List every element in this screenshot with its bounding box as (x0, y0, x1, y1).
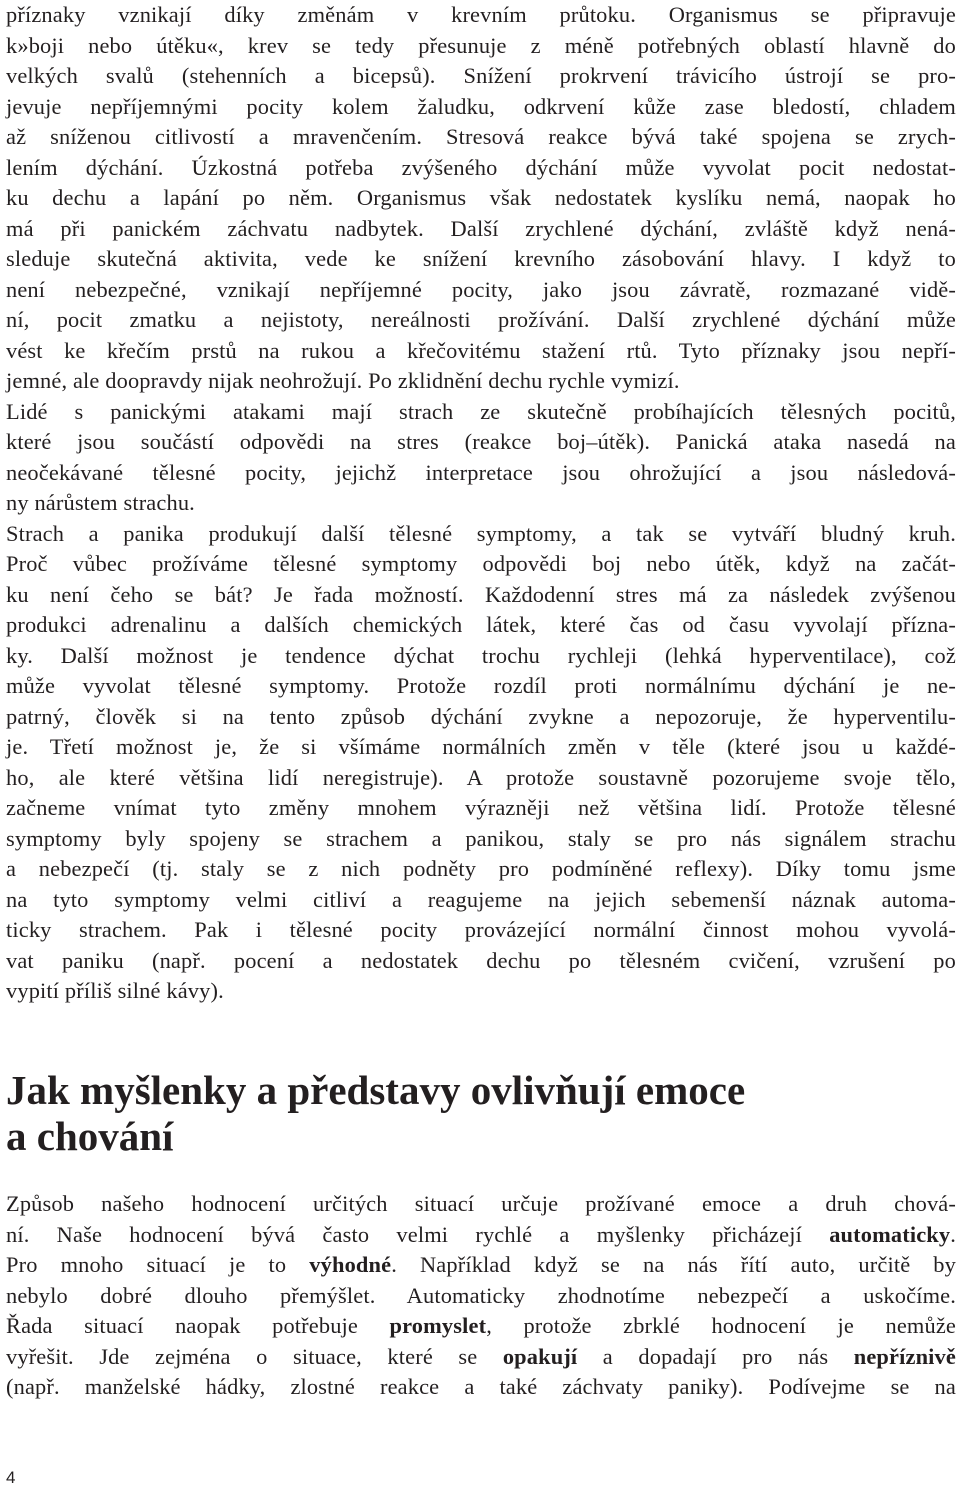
text-line: Lidé s panickými atakami mají strach ze skutečně probíhajících tělesných pocitů, (6, 398, 956, 424)
text-line (6, 1250, 956, 1281)
text-run: Pro mnoho situací je to (6, 1252, 310, 1277)
text-line (6, 1311, 956, 1342)
text-line: vat paniku (např. pocení a nedostatek dechu po tělesném cvičení, vzrušení po (6, 947, 956, 973)
text-line: k»boji nebo útěku«, krev se tedy přesunuje z méně potřebných oblastí hlavně do (6, 32, 956, 58)
emphasis-text: opakují (502, 1343, 578, 1369)
text-line: (např. manželské hádky, zlostné reakce a také záchvaty paniky). Podívejme se na (6, 1374, 956, 1399)
text-line: ku není čeho se bát? Je řada možností. Každodenní stres má za následek zvýšenou (6, 581, 956, 607)
text-line: produkci adrenalinu a dalších chemických látek, které čas od času vyvolají přízna- (6, 612, 956, 637)
emphasis-text: nepříznivě (853, 1343, 956, 1369)
text-line: ku dechu a lapání po něm. Organismus však nedostatek kyslíku nemá, naopak ho (6, 185, 956, 210)
text-line: ho, ale které většina lidí neregistruje). A protože soustavně pozorujeme svoje tělo, (6, 764, 956, 790)
text-run: a dopadají pro nás (577, 1343, 854, 1369)
text-run: . Například když se na nás řítí auto, určitě by (391, 1252, 956, 1277)
text-line: jemné, ale doopravdy nijak neohrožují. Po zklidnění dechu rychle vymizí. (6, 368, 680, 393)
text-run: Řada situací naopak potřebuje (6, 1313, 390, 1338)
section-heading (6, 1067, 956, 1159)
text-run: . (950, 1221, 956, 1247)
text-line: může vyvolat tělesné symptomy. Protože rozdíl proti normálnímu dýchání je ne- (6, 673, 956, 698)
text-run: vyřešit. Jde zejména o situace, které se (6, 1343, 503, 1369)
text-line: patrný, člověk si na tento způsob dýchání zvykne a nepozoruje, že hyperventilu- (6, 703, 956, 729)
text-line: neočekávané tělesné pocity, jejichž interpretace jsou ohrožující a jsou následová- (6, 459, 956, 485)
text-line: ní, pocit zmatku a nejistoty, nereálnosti prožívání. Další zrychlené dýchání může (6, 307, 956, 332)
text-line: velkých svalů (stehenních a bicepsů). Snížení prokrvení trávicího ústrojí se pro- (6, 63, 956, 88)
text-line (6, 1220, 956, 1251)
text-line: Proč vůbec prožíváme tělesné symptomy odpovědi boj nebo útěk, když na začát- (6, 551, 956, 576)
text-line: na tyto symptomy velmi citliví a reagujeme na jejich sebemenší náznak automa- (6, 886, 956, 912)
emphasis-text: automaticky (829, 1221, 951, 1247)
text-line: Způsob našeho hodnocení určitých situací určuje prožívané emoce a druh chová- (6, 1191, 956, 1216)
text-line: symptomy byly spojeny se strachem a panikou, staly se pro nás signálem strachu (6, 825, 956, 851)
emphasis-text: výhodné (309, 1252, 392, 1277)
text-line: vést ke křečím prstů na rukou a křečovitému stažení rtů. Tyto příznaky jsou nepří- (6, 337, 956, 363)
text-line: které jsou součástí odpovědi na stres (reakce boj–útěk). Panická ataka nasedá na (6, 429, 956, 454)
text-line: vypití příliš silné kávy). (6, 978, 224, 1003)
text-line: začneme vnímat tyto změny mnohem výrazněji než většina lidí. Protože tělesné (6, 795, 956, 820)
text-line: není nebezpečné, vznikají nepříjemné pocity, jako jsou závratě, rozmazané vidě- (6, 276, 956, 302)
text-line: ky. Další možnost je tendence dýchat trochu rychleji (lehká hyperventilace), což (6, 642, 956, 668)
text-line: a nebezpečí (tj. staly se z nich podněty pro podmíněné reflexy). Díky tomu jsme (6, 856, 956, 881)
text-line: ny nárůstem strachu. (6, 490, 195, 515)
heading-line: a chování (6, 1113, 174, 1159)
text-line: sleduje skutečná aktivita, vede ke snížení krevního zásobování hlavy. I když to (6, 246, 956, 271)
text-line: ticky strachem. Pak i tělesné pocity provázející normální činnost mohou vyvolá- (6, 917, 956, 942)
text-line: má při panickém záchvatu nadbytek. Další zrychlené dýchání, zvláště když nená- (6, 215, 956, 241)
text-line: nebylo dobré dlouho přemýšlet. Automaticky zhodnotíme nebezpečí a uskočíme. (6, 1282, 956, 1308)
heading-line: Jak myšlenky a představy ovlivňují emoce (6, 1067, 746, 1113)
text-line: Strach a panika produkují další tělesné symptomy, a tak se vytváří bludný kruh. (6, 520, 956, 546)
text-line: je. Třetí možnost je, že si všímáme normálních změn v těle (které jsou u každé- (6, 734, 956, 759)
body-text-block (6, 0, 956, 1007)
page-number: 4 (6, 1468, 16, 1487)
text-line: až sníženou citlivostí a mravenčením. Stresová reakce bývá také spojena se zrych- (6, 124, 956, 149)
text-line: lením dýchání. Úzkostná potřeba zvýšeného dýchání může vyvolat pocit nedostat- (6, 154, 956, 180)
text-run: ní. Naše hodnocení bývá často velmi rychlé a myšlenky přicházejí (6, 1221, 830, 1247)
text-line (6, 1342, 956, 1373)
text-line: jevuje nepříjemnými pocity kolem žaludku, odkrvení kůže zase bledostí, chladem (6, 93, 956, 119)
emphasis-text: promyslet (389, 1313, 487, 1338)
section-text-block (6, 1189, 956, 1403)
text-run: , protože zbrklé hodnocení je nemůže (486, 1313, 956, 1338)
text-line: příznaky vznikají díky změnám v krevním průtoku. Organismus se připravuje (6, 2, 956, 27)
